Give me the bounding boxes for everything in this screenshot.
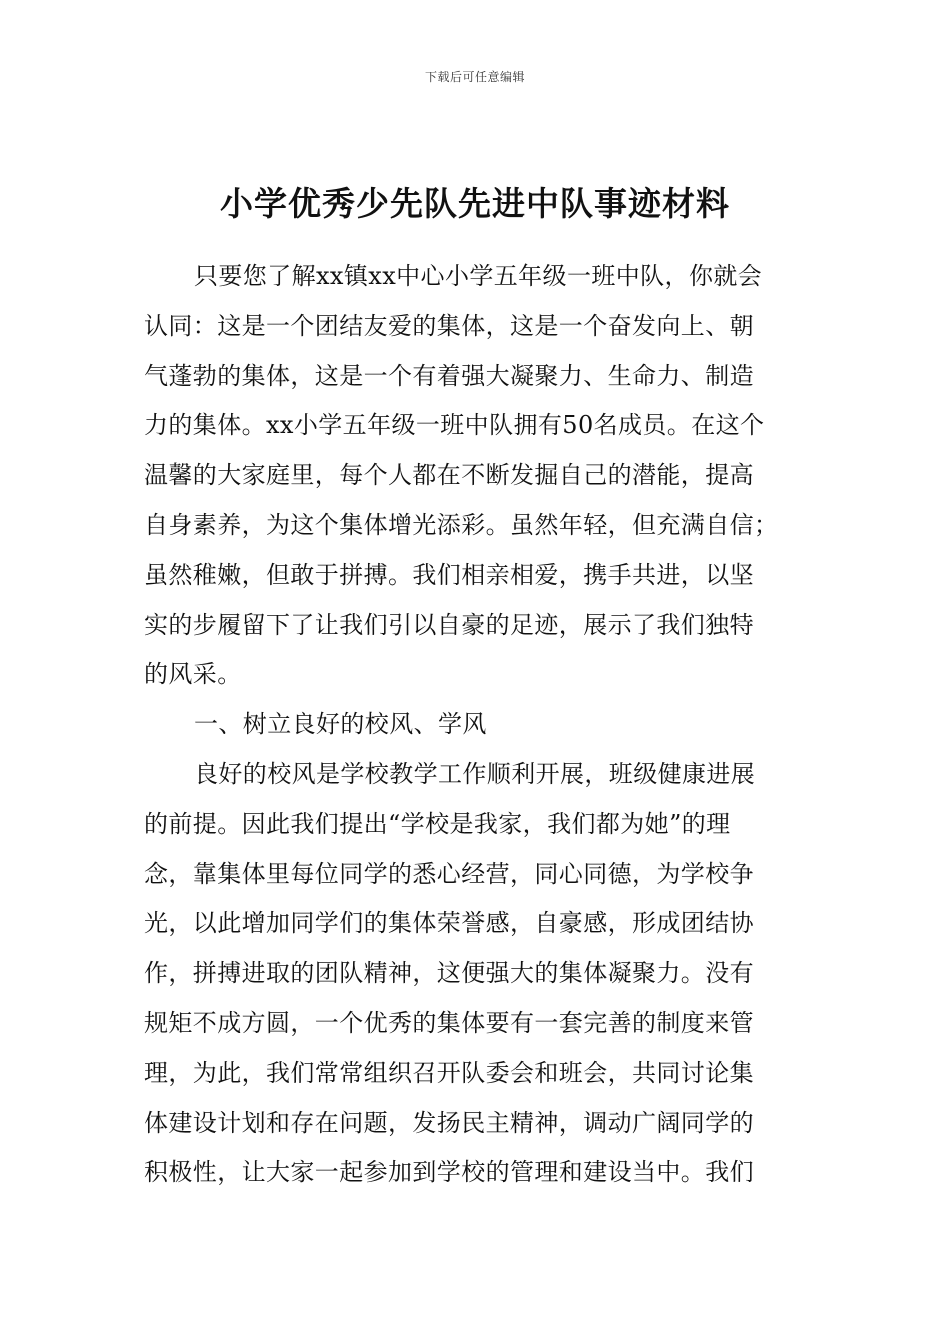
paragraph-line: 只要您了解xx镇xx中心小学五年级一班中队，你就会	[194, 262, 763, 290]
paragraph-line: 温馨的大家庭里，每个人都在不断发掘自己的潜能，提高	[144, 461, 754, 490]
paragraph-line: 良好的校风是学校教学工作顺利开展，班级健康进展	[194, 759, 756, 788]
paragraph-line: 体建设计划和存在问题，发扬民主精神，调动广阔同学的	[144, 1108, 754, 1137]
paragraph-line: 光，以此增加同学们的集体荣誉感，自豪感，形成团结协	[144, 909, 754, 938]
paragraph-line: 的风采。	[144, 660, 242, 689]
paragraph-line: 念，靠集体里每位同学的悉心经营，同心同德，为学校争	[144, 859, 754, 888]
paragraph-line: 自身素养，为这个集体增光添彩。虽然年轻，但充满自信；	[144, 510, 779, 539]
paragraph-line: 力的集体。xx小学五年级一班中队拥有50名成员。在这个	[144, 411, 765, 440]
paragraph-line: 气蓬勃的集体，这是一个有着强大凝聚力、生命力、制造	[144, 361, 754, 390]
document-body	[144, 252, 806, 1198]
paragraph-line: 虽然稚嫩，但敢于拼搏。我们相亲相爱，携手共进，以坚	[144, 560, 754, 589]
paragraph-line: 认同：这是一个团结友爱的集体，这是一个奋发向上、朝	[144, 311, 754, 340]
document-title: 小学优秀少先队先进中队事迹材料	[220, 184, 730, 223]
section-heading: 一、树立良好的校风、学风	[194, 710, 487, 739]
paragraph-line: 实的步履留下了让我们引以自豪的足迹，展示了我们独特	[144, 610, 754, 639]
paragraph-line: 作，拼搏进取的团队精神，这便强大的集体凝聚力。没有	[144, 959, 754, 988]
paragraph-line: 规矩不成方圆，一个优秀的集体要有一套完善的制度来管	[144, 1008, 754, 1037]
paragraph-line: 积极性，让大家一起参加到学校的管理和建设当中。我们	[144, 1158, 754, 1187]
paragraph-line: 的前提。因此我们提出“学校是我家，我们都为她”的理	[144, 809, 731, 838]
paragraph-line: 理，为此，我们常常组织召开队委会和班会，共同讨论集	[144, 1058, 754, 1087]
header-note: 下载后可任意编辑	[424, 70, 525, 84]
